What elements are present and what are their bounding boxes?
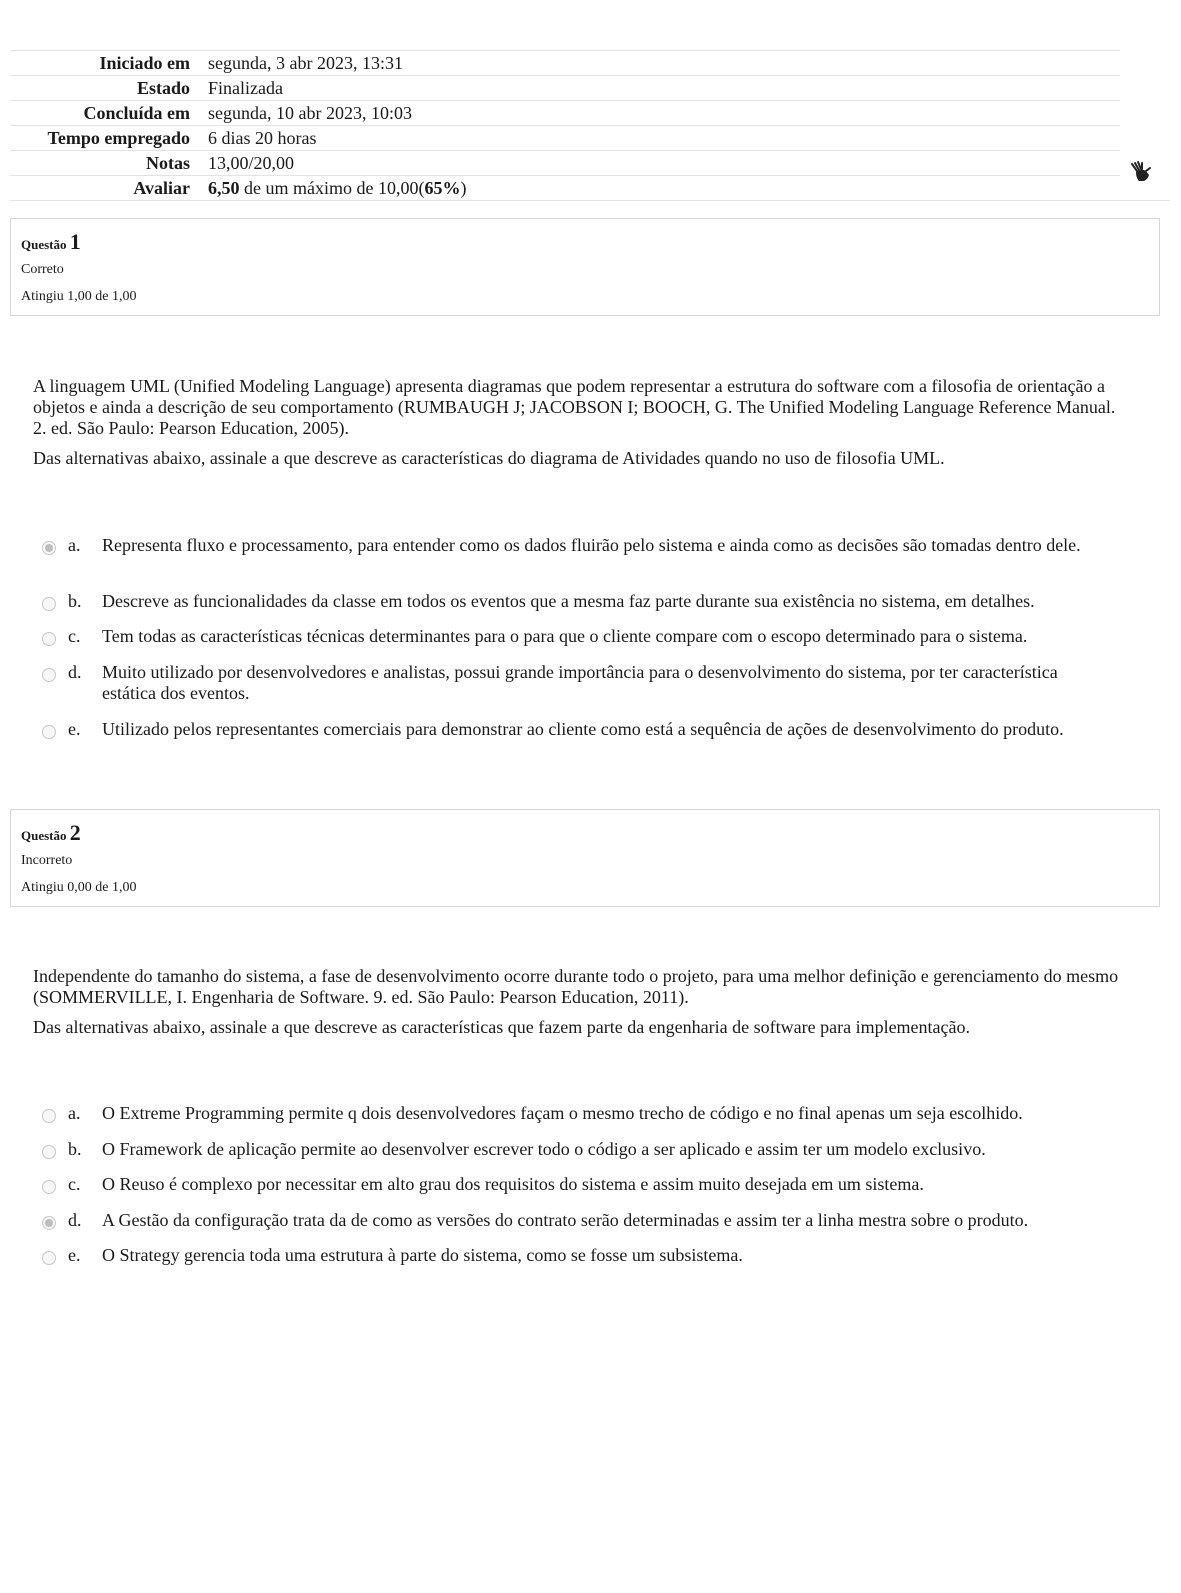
summary-grade-value xyxy=(200,176,1120,201)
question-number xyxy=(21,229,81,255)
radio-button[interactable] xyxy=(42,1145,56,1159)
summary-row-state xyxy=(10,76,1170,101)
radio-button[interactable] xyxy=(42,725,56,739)
summary-label: Iniciado em xyxy=(10,51,200,76)
answer-letter: e. xyxy=(68,1245,81,1265)
summary-value: 13,00/20,00 xyxy=(200,151,1120,176)
answer-option-e[interactable] xyxy=(42,719,1102,740)
summary-label: Notas xyxy=(10,151,200,176)
quiz-summary-table xyxy=(10,50,1170,201)
question-prompt: Das alternativas abaixo, assinale a que descreve as características do diagrama de Atividades quando no uso de filosofia UML. xyxy=(33,448,945,468)
summary-row-marks xyxy=(10,151,1170,176)
question-state: Correto xyxy=(21,262,64,277)
answer-text: O Strategy gerencia toda uma estrutura à parte do sistema, como se fosse um subsistema. xyxy=(102,1245,743,1265)
grade-middle-text: de um máximo de 10,00( xyxy=(239,178,425,198)
question-state: Incorreto xyxy=(21,853,73,868)
question-paragraph: Independente do tamanho do sistema, a fase de desenvolvimento ocorre durante todo o projeto, para uma melhor definição e gerenciamento do mesmo (SOMMERVILLE, I. Engenharia de Software. 9. ed. São Paulo: Pearson Education, 2011). xyxy=(33,966,1119,1007)
answer-text: O Extreme Programming permite q dois desenvolvedores façam o mesmo trecho de código e no final apenas um seja escolhido. xyxy=(102,1103,1023,1123)
radio-button[interactable] xyxy=(42,597,56,611)
question-2-text xyxy=(33,966,1133,1047)
radio-button[interactable] xyxy=(42,541,56,555)
summary-label: Estado xyxy=(10,76,200,101)
answer-text: Muito utilizado por desenvolvedores e analistas, possui grande importância para o desenvolvimento do sistema, por ter característica estática dos eventos. xyxy=(102,662,1058,703)
radio-button[interactable] xyxy=(42,632,56,646)
radio-button[interactable] xyxy=(42,1251,56,1265)
question-grade: Atingiu 1,00 de 1,00 xyxy=(21,289,137,304)
question-prefix: Questão xyxy=(21,828,67,843)
answer-text: A Gestão da configuração trata da de como as versões do contrato serão determinadas e assim ter a linha mestra sobre o produto. xyxy=(102,1210,1029,1230)
question-number-value: 2 xyxy=(69,820,81,845)
answer-option-e[interactable] xyxy=(42,1245,1102,1266)
question-prefix: Questão xyxy=(21,237,67,252)
answer-text: Descreve as funcionalidades da classe em todos os eventos que a mesma faz parte durante sua existência no sistema, em detalhes. xyxy=(102,591,1035,611)
sign-language-icon[interactable] xyxy=(1129,160,1153,184)
summary-value: 6 dias 20 horas xyxy=(200,126,1120,151)
question-grade: Atingiu 0,00 de 1,00 xyxy=(21,880,137,895)
summary-row-started xyxy=(10,51,1170,76)
answer-option-d[interactable] xyxy=(42,1210,1102,1231)
answer-letter: c. xyxy=(68,626,81,646)
answer-option-a[interactable] xyxy=(42,1103,1102,1124)
answer-letter: a. xyxy=(68,535,81,555)
summary-label: Tempo empregado xyxy=(10,126,200,151)
answer-letter: b. xyxy=(68,591,82,611)
answer-letter: d. xyxy=(68,662,82,682)
question-number-value: 1 xyxy=(69,229,81,254)
answer-option-b[interactable] xyxy=(42,591,1102,612)
question-prompt: Das alternativas abaixo, assinale a que descreve as características que fazem parte da engenharia de software para implementação. xyxy=(33,1017,971,1037)
radio-button[interactable] xyxy=(42,1180,56,1194)
grade-score: 6,50 xyxy=(208,178,240,198)
answer-letter: d. xyxy=(68,1210,82,1230)
summary-value: Finalizada xyxy=(200,76,1120,101)
question-number xyxy=(21,820,81,846)
question-1-info xyxy=(10,218,1160,316)
answer-text: Representa fluxo e processamento, para entender como os dados fluirão pelo sistema e ainda como as decisões são tomadas dentro dele. xyxy=(102,535,1081,555)
answer-letter: c. xyxy=(68,1174,81,1194)
summary-row-time-taken xyxy=(10,126,1170,151)
summary-row-grade xyxy=(10,176,1170,201)
summary-label: Avaliar xyxy=(10,176,200,201)
answer-option-a[interactable] xyxy=(42,535,1102,556)
answer-text: O Framework de aplicação permite ao desenvolver escrever todo o código a ser aplicado e assim ter um modelo exclusivo. xyxy=(102,1139,986,1159)
radio-button[interactable] xyxy=(42,1216,56,1230)
radio-button[interactable] xyxy=(42,1109,56,1123)
summary-value: segunda, 10 abr 2023, 10:03 xyxy=(200,101,1120,126)
summary-value: segunda, 3 abr 2023, 13:31 xyxy=(200,51,1120,76)
grade-percent: 65% xyxy=(424,178,461,198)
answer-letter: b. xyxy=(68,1139,82,1159)
answer-option-c[interactable] xyxy=(42,1174,1102,1195)
radio-button[interactable] xyxy=(42,668,56,682)
answer-text: Utilizado pelos representantes comerciais para demonstrar ao cliente como está a sequência de ações de desenvolvimento do produto. xyxy=(102,719,1064,739)
grade-end-text: ) xyxy=(460,178,467,198)
answer-text: O Reuso é complexo por necessitar em alto grau dos requisitos do sistema e assim muito desejada em um sistema. xyxy=(102,1174,924,1194)
question-paragraph: A linguagem UML (Unified Modeling Language) apresenta diagramas que podem representar a estrutura do software com a filosofia de orientação a objetos e ainda a descrição de seu comportamento (RUMBAUGH J; JACOBSON I; BOOCH, G. The Unified Modeling Language Reference Manual. 2. ed. São Paulo: Pearson Education, 2005). xyxy=(33,376,1116,438)
question-2-info xyxy=(10,809,1160,907)
answer-option-d[interactable] xyxy=(42,662,1102,704)
answer-text: Tem todas as características técnicas determinantes para o para que o cliente compare com o escopo determinado para o sistema. xyxy=(102,626,1028,646)
summary-label: Concluída em xyxy=(10,101,200,126)
answer-letter: a. xyxy=(68,1103,81,1123)
question-1-text xyxy=(33,376,1133,478)
summary-row-completed xyxy=(10,101,1170,126)
answer-option-c[interactable] xyxy=(42,626,1102,647)
answer-option-b[interactable] xyxy=(42,1139,1102,1160)
answer-letter: e. xyxy=(68,719,81,739)
